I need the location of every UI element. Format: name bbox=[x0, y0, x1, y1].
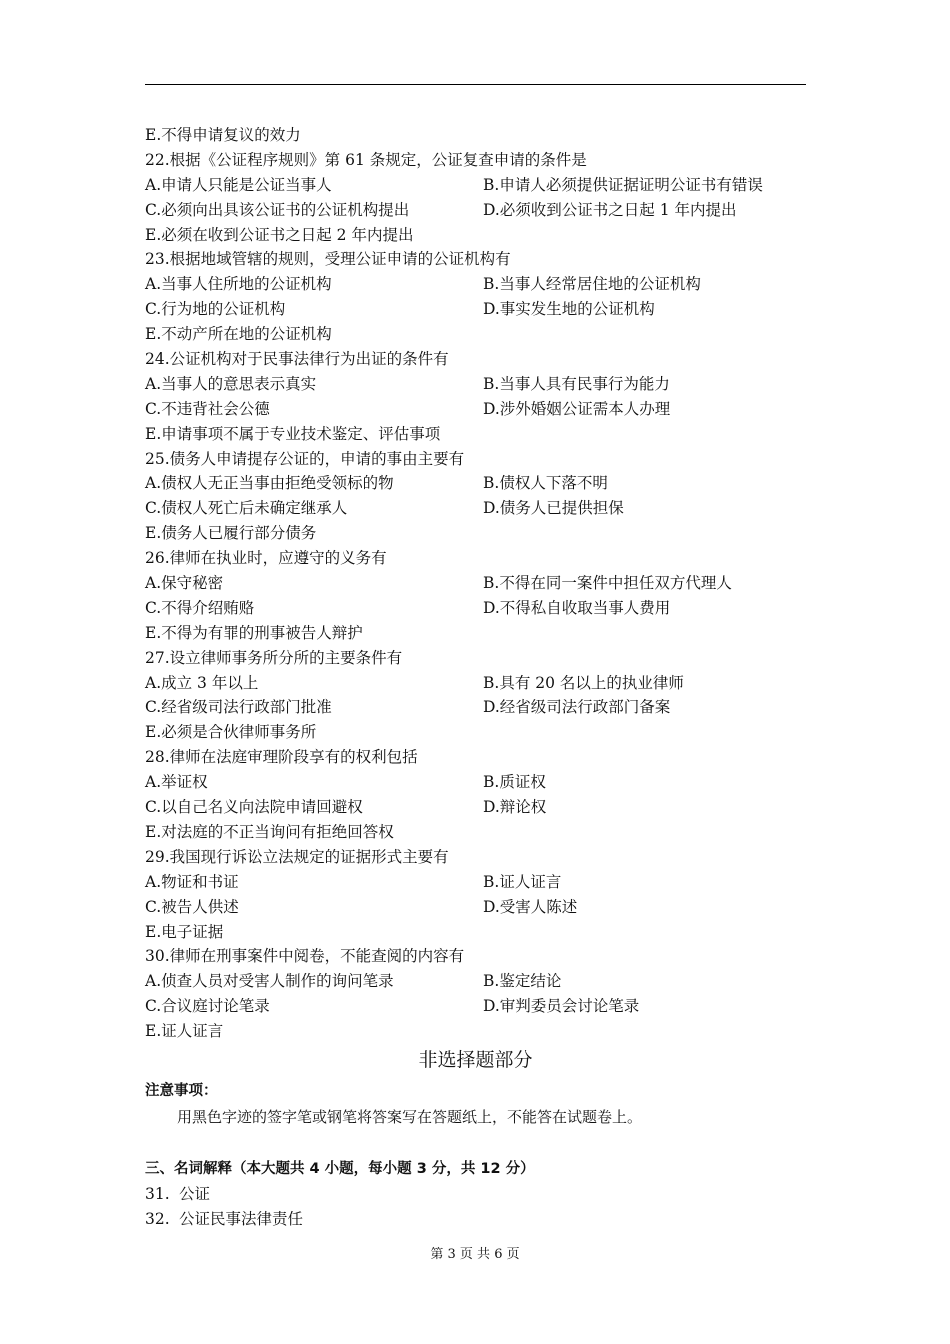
option-a: A.当事人的意思表示真实 bbox=[145, 374, 317, 393]
question-30 bbox=[145, 944, 806, 1044]
question-stem: 24.公证机构对于民事法律行为出证的条件有 bbox=[145, 350, 449, 369]
option-c: C.不违背社会公德 bbox=[145, 399, 270, 418]
option-row bbox=[145, 994, 806, 1019]
option-a: A.侦查人员对受害人制作的询问笔录 bbox=[145, 972, 394, 991]
term-text: 公证民事法律责任 bbox=[179, 1209, 304, 1228]
option-b: B.质证权 bbox=[483, 773, 546, 792]
option-row bbox=[145, 297, 806, 322]
option-row bbox=[145, 571, 806, 596]
option-e: E.不动产所在地的公证机构 bbox=[145, 325, 332, 344]
question-stem: 28.律师在法庭审理阶段享有的权利包括 bbox=[145, 748, 418, 767]
option-b: B.当事人经常居住地的公证机构 bbox=[483, 275, 701, 294]
option-d: D.辩论权 bbox=[483, 798, 547, 817]
spacer bbox=[145, 1131, 806, 1157]
option-e: E.不得申请复议的效力 bbox=[145, 126, 301, 144]
option-e: E.申请事项不属于专业技术鉴定、评估事项 bbox=[145, 424, 441, 443]
option-a: A.当事人住所地的公证机构 bbox=[145, 275, 332, 294]
option-e: E.对法庭的不正当询问有拒绝回答权 bbox=[145, 822, 394, 841]
option-row bbox=[145, 770, 806, 795]
option-d: D.涉外婚姻公证需本人办理 bbox=[483, 399, 671, 418]
option-row bbox=[145, 596, 806, 621]
option-a: A.申请人只能是公证当事人 bbox=[145, 175, 332, 194]
option-d: D.经省级司法行政部门备案 bbox=[483, 698, 671, 717]
option-row bbox=[145, 272, 806, 297]
option-c: C.被告人供述 bbox=[145, 897, 239, 916]
term-item bbox=[145, 1182, 806, 1207]
question-24 bbox=[145, 347, 806, 447]
option-c: C.必须向出具该公证书的公证机构提出 bbox=[145, 200, 410, 219]
option-b: B.当事人具有民事行为能力 bbox=[483, 374, 670, 393]
option-c: C.经省级司法行政部门批准 bbox=[145, 698, 332, 717]
option-row bbox=[145, 671, 806, 696]
option-a: A.债权人无正当事由拒绝受领标的物 bbox=[145, 474, 394, 493]
option-d: D.事实发生地的公证机构 bbox=[483, 300, 655, 319]
option-a: A.物证和书证 bbox=[145, 872, 239, 891]
question-25 bbox=[145, 447, 806, 547]
option-b: B.鉴定结论 bbox=[483, 972, 562, 991]
notice-text: 用黑色字迹的签字笔或钢笔将答案写在答题纸上，不能答在试题卷上。 bbox=[177, 1107, 643, 1126]
option-b: B.具有 20 名以上的执业律师 bbox=[483, 673, 684, 692]
option-b: B.证人证言 bbox=[483, 872, 562, 891]
option-c: C.合议庭讨论笔录 bbox=[145, 997, 270, 1016]
option-row bbox=[145, 397, 806, 422]
question-stem: 29.我国现行诉讼立法规定的证据形式主要有 bbox=[145, 847, 449, 866]
option-d: D.受害人陈述 bbox=[483, 897, 578, 916]
option-e: E.电子证据 bbox=[145, 922, 224, 941]
option-row bbox=[145, 969, 806, 994]
option-row bbox=[145, 795, 806, 820]
page-content bbox=[145, 123, 806, 1232]
notice-label: 注意事项： bbox=[145, 1082, 218, 1099]
question-29 bbox=[145, 845, 806, 945]
term-item bbox=[145, 1207, 806, 1232]
option-e: E.必须在收到公证书之日起 2 年内提出 bbox=[145, 225, 414, 244]
option-row bbox=[145, 372, 806, 397]
term-text: 公证 bbox=[179, 1184, 211, 1203]
option-e: E.证人证言 bbox=[145, 1022, 224, 1041]
question-stem: 27.设立律师事务所分所的主要条件有 bbox=[145, 648, 403, 667]
question-22 bbox=[145, 148, 806, 248]
question-stem: 22.根据《公证程序规则》第 61 条规定，公证复查申请的条件是 bbox=[145, 150, 587, 169]
question-stem: 30.律师在刑事案件中阅卷，不能查阅的内容有 bbox=[145, 947, 465, 966]
question-stem: 26.律师在执业时，应遵守的义务有 bbox=[145, 549, 387, 568]
option-row bbox=[145, 895, 806, 920]
option-a: A.保守秘密 bbox=[145, 574, 224, 593]
page-footer: 第 3 页 共 6 页 bbox=[430, 1247, 520, 1262]
section-title: 非选择题部分 bbox=[418, 1048, 533, 1071]
option-e: E.必须是合伙律师事务所 bbox=[145, 723, 317, 742]
option-row bbox=[145, 471, 806, 496]
option-e: E.债务人已履行部分债务 bbox=[145, 524, 317, 543]
option-a: A.举证权 bbox=[145, 773, 208, 792]
option-d: D.审判委员会讨论笔录 bbox=[483, 997, 640, 1016]
question-stem: 23.根据地域管辖的规则，受理公证申请的公证机构有 bbox=[145, 250, 511, 269]
option-row bbox=[145, 870, 806, 895]
question-28 bbox=[145, 745, 806, 845]
term-number: 32. bbox=[145, 1209, 170, 1228]
question-stem: 25.债务人申请提存公证的，申请的事由主要有 bbox=[145, 449, 465, 468]
option-e: E.不得为有罪的刑事被告人辩护 bbox=[145, 623, 363, 642]
question-27 bbox=[145, 646, 806, 746]
option-d: D.必须收到公证书之日起 1 年内提出 bbox=[483, 200, 737, 219]
term-number: 31. bbox=[145, 1184, 170, 1203]
option-c: C.以自己名义向法院申请回避权 bbox=[145, 798, 363, 817]
option-d: D.不得私自收取当事人费用 bbox=[483, 598, 671, 617]
option-c: C.不得介绍贿赂 bbox=[145, 598, 255, 617]
option-row bbox=[145, 496, 806, 521]
option-b: B.债权人下落不明 bbox=[483, 474, 608, 493]
option-b: B.申请人必须提供证据证明公证书有错误 bbox=[483, 175, 763, 194]
option-row bbox=[145, 173, 806, 198]
question-26 bbox=[145, 546, 806, 646]
option-row bbox=[145, 695, 806, 720]
option-a: A.成立 3 年以上 bbox=[145, 673, 259, 692]
option-d: D.债务人已提供担保 bbox=[483, 499, 624, 518]
option-b: B.不得在同一案件中担任双方代理人 bbox=[483, 574, 732, 593]
option-c: C.债权人死亡后未确定继承人 bbox=[145, 499, 348, 518]
option-row bbox=[145, 198, 806, 223]
top-rule bbox=[145, 84, 806, 85]
option-c: C.行为地的公证机构 bbox=[145, 300, 286, 319]
question-23 bbox=[145, 247, 806, 347]
part-heading: 三、名词解释（本大题共 4 小题，每小题 3 分，共 12 分） bbox=[145, 1160, 535, 1177]
